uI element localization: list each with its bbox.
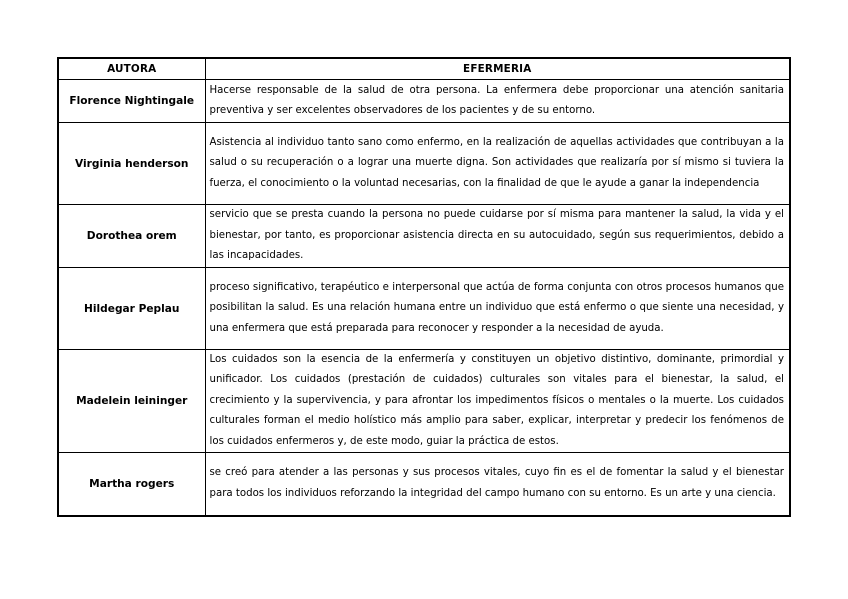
author-name: Madelein leininger bbox=[58, 350, 205, 453]
definition-text: se creó para atender a las personas y sus procesos vitales, cuyo fin es el de fomentar la salud y el bienestar para todos los individuos reforzando la integridad del campo humano con su entorno. Es un arte y una ciencia. bbox=[205, 453, 790, 516]
definition-text: servicio que se presta cuando la persona no puede cuidarse por sí misma para mantener la salud, la vida y el bienestar, por tanto, es proporcionar asistencia directa en su autocuidado, según sus requerimientos, debido a las incapacidades. bbox=[205, 205, 790, 268]
table-row bbox=[58, 268, 790, 350]
definition-text: Hacerse responsable de la salud de otra persona. La enfermera debe proporcionar una atención sanitaria preventiva y ser excelentes observadores de los pacientes y de su entorno. bbox=[205, 80, 790, 123]
nursing-definitions-table bbox=[57, 57, 791, 517]
header-definition: EFERMERIA bbox=[205, 58, 790, 80]
table-row bbox=[58, 205, 790, 268]
table-row bbox=[58, 80, 790, 123]
definition-text: Los cuidados son la esencia de la enfermería y constituyen un objetivo distintivo, dominante, primordial y unificador. Los cuidados (prestación de cuidados) culturales son vitales para el bienestar, la salud, el crecimiento y la supervivencia, y para afrontar los impedimentos físicos o mentales o la muerte. Los cuidados culturales forman el medio holístico más amplio para saber, explicar, interpretar y predecir los fenómenos de los cuidados enfermeros y, de este modo, guiar la práctica de estos. bbox=[205, 350, 790, 453]
author-name: Dorothea orem bbox=[58, 205, 205, 268]
table-row bbox=[58, 123, 790, 205]
author-name: Virginia henderson bbox=[58, 123, 205, 205]
author-name: Hildegar Peplau bbox=[58, 268, 205, 350]
author-name: Florence Nightingale bbox=[58, 80, 205, 123]
header-author: AUTORA bbox=[58, 58, 205, 80]
table-row bbox=[58, 453, 790, 516]
definition-text: Asistencia al individuo tanto sano como enfermo, en la realización de aquellas actividades que contribuyan a la salud o su recuperación o a lograr una muerte digna. Son actividades que realizaría por sí mismo si tuviera la fuerza, el conocimiento o la voluntad necesarias, con la finalidad de que le ayude a ganar la independencia bbox=[205, 123, 790, 205]
author-name: Martha rogers bbox=[58, 453, 205, 516]
definition-text: proceso significativo, terapéutico e interpersonal que actúa de forma conjunta con otros procesos humanos que posibilitan la salud. Es una relación humana entre un individuo que está enfermo o que siente una necesidad, y una enfermera que está preparada para reconocer y responder a la necesidad de ayuda. bbox=[205, 268, 790, 350]
table-header-row bbox=[58, 58, 790, 80]
table-row bbox=[58, 350, 790, 453]
